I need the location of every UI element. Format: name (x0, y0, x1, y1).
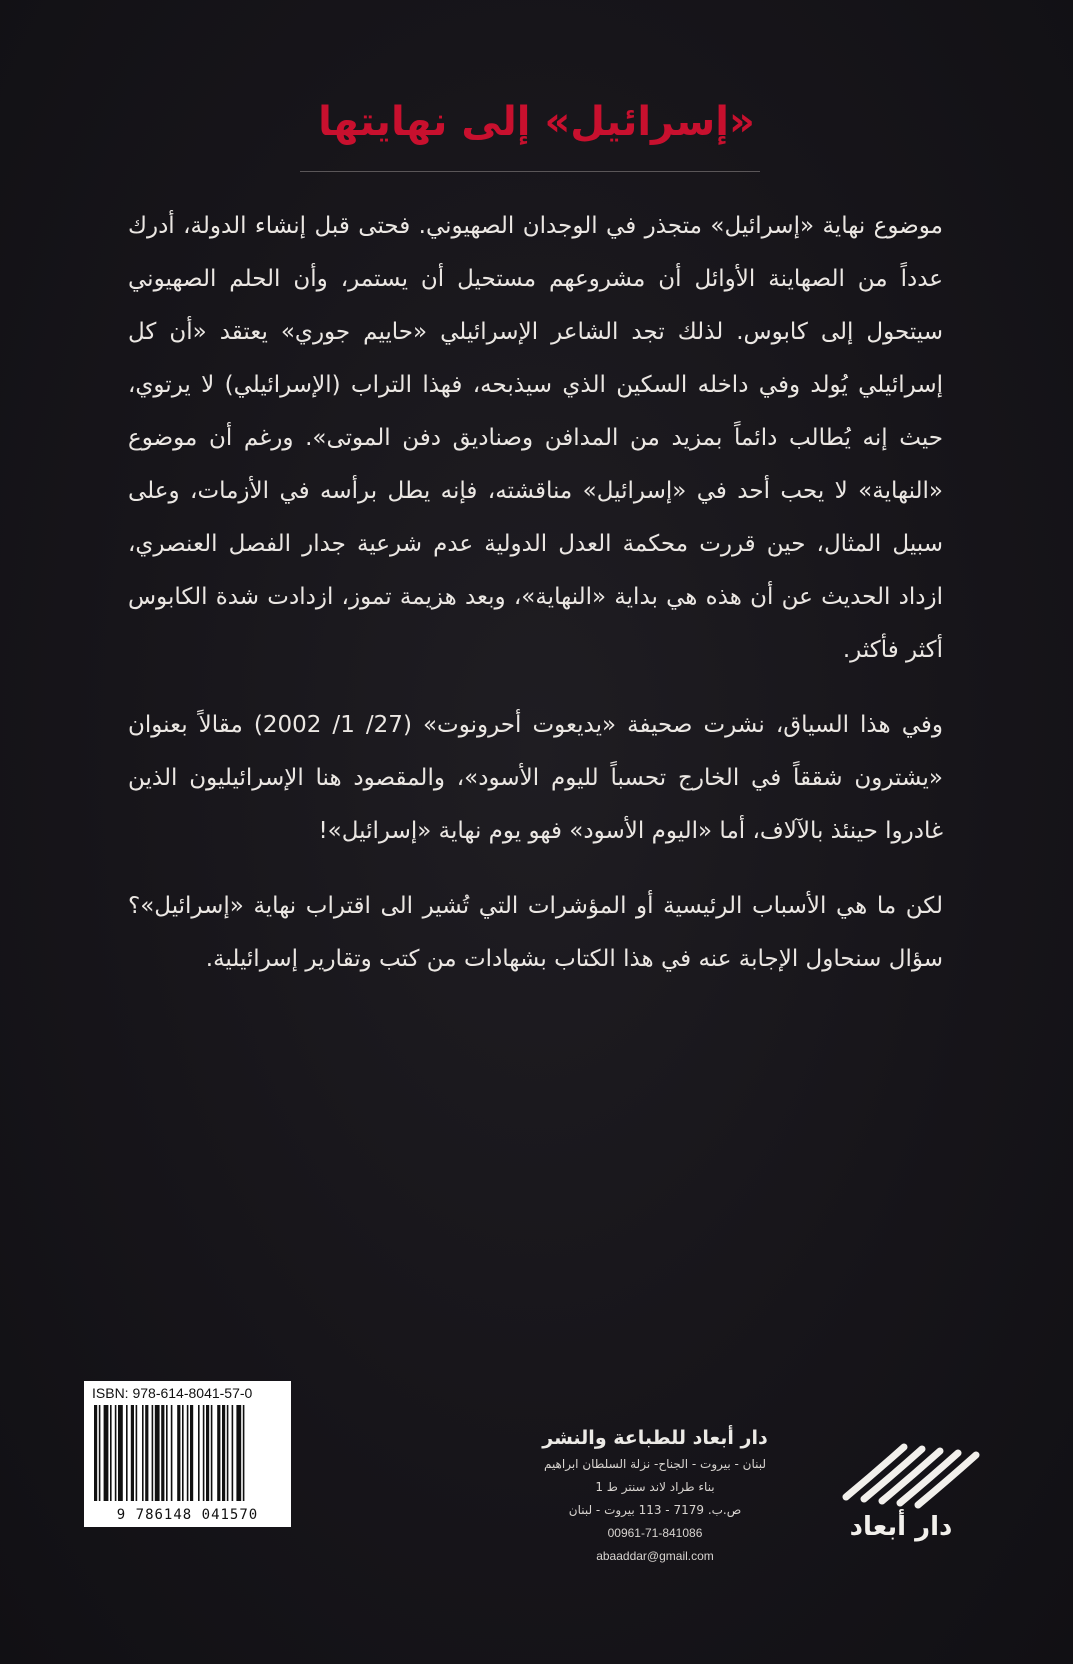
logo-text: دار أبعاد (849, 1512, 953, 1542)
isbn-barcode (84, 1381, 291, 1527)
book-title: «إسرائيل» إلى نهايتها (318, 99, 755, 145)
blurb-paragraph-1: موضوع نهاية «إسرائيل» متجذر في الوجدان الصهيوني. فحتى قبل إنشاء الدولة، أدرك عدداً من الصهاينة الأوائل أن مشروعهم مستحيل أن يستمر، وأن الحلم الصهيوني سيتحول إلى كابوس. لذلك تجد الشاعر الإسرائيلي «حاييم جوري» يعتقد «أن كل إسرائيلي يُولد وفي داخله السكين الذي سيذبحه، فهذا التراب (الإسرائيلي) لا يرتوي، حيث إنه يُطالب دائماً بمزيد من المدافن وصناديق دفن الموتى». ورغم أن موضوع «النهاية» لا يحب أحد في «إسرائيل» مناقشته، فإنه يطل برأسه في الأزمات، وعلى سبيل المثال، حين قررت محكمة العدل الدولية عدم شرعية جدار الفصل العنصري، ازداد الحديث عن أن هذه هي بداية «النهاية»، وبعد هزيمة تموز، ازدادت شدة الكابوس أكثر فأكثر. (128, 213, 943, 663)
publisher-info (505, 1423, 805, 1568)
isbn-label: ISBN: 978-614-8041-57-0 (92, 1385, 253, 1401)
publisher-email: abaaddar@gmail.com (596, 1549, 714, 1563)
publisher-po-box: ص.ب. 7179 - 113 بيروت - لبنان (568, 1503, 742, 1517)
title-divider (300, 171, 760, 172)
blurb-text (128, 200, 943, 1008)
barcode-digits: 9 786148 041570 (90, 1507, 285, 1523)
blurb-paragraph-3: لكن ما هي الأسباب الرئيسية أو المؤشرات التي تُشير الى اقتراب نهاية «إسرائيل»؟ سؤال سنحاول الإجابة عنه في هذا الكتاب بشهادات من كتب وتقارير إسرائيلية. (128, 893, 943, 972)
publisher-phone: 00961-71-841086 (607, 1526, 703, 1540)
publisher-address-2: بناء طراد لاند سنتر ط 1 (595, 1480, 715, 1494)
barcode-bars (92, 1405, 283, 1501)
publisher-name: دار أبعاد للطباعة والنشر (542, 1427, 768, 1449)
publisher-address-1: لبنان - بيروت - الجناح- نزلة السلطان ابراهيم (543, 1457, 767, 1471)
blurb-paragraph-2: وفي هذا السياق، نشرت صحيفة «يديعوت أحرونوت» (27/ 1/ 2002) مقالاً بعنوان «يشترون شققاً في الخارج تحسباً لليوم الأسود»، والمقصود هنا الإسرائيليون الذين غادروا حينئذ بالآلاف، أما «اليوم الأسود» فهو يوم نهاية «إسرائيل»! (128, 712, 943, 844)
publisher-logo-icon (806, 1427, 996, 1542)
